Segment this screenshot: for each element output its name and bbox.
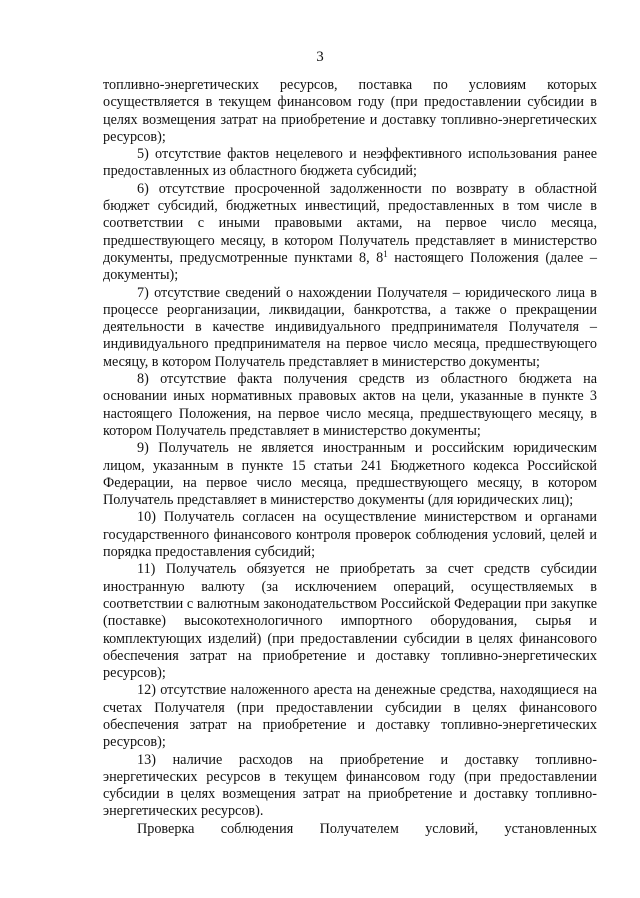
document-body [103, 77, 597, 838]
paragraph-verification: Проверка соблюдения Получателем условий, установленных [137, 820, 597, 837]
paragraph-item-9: 9) Получатель не является иностранным и российским юридическим лицом, указанным в пункте 15 статьи 241 Бюджетного кодекса Российской Федерации, на первое число месяца, предшествующего месяцу, в котором Получатель представляет в министерство документы (для юридических лиц); [103, 440, 597, 509]
paragraph-item-7: 7) отсутствие сведений о нахождении Получателя – юридического лица в процессе реорганизации, ликвидации, банкротства, а также о прекращении деятельности в качестве индивидуального предпринимателя Получателя – индивидуального предпринимателя на первое число месяца, предшествующего месяцу, в котором Получатель представляет в министерство документы; [103, 284, 597, 370]
paragraph-item-11: 11) Получатель обязуется не приобретать за счет средств субсидии иностранную валюту (за исключением операций, осуществляемых в соответствии с валютным законодательством Российской Федерации при закупке (поставке) высокотехнологичного импортного оборудования, сырья и комплектующих изделий) (при предоставлении субсидии в целях финансового обеспечения затрат на приобретение и доставку топливно-энергетических ресурсов); [103, 561, 597, 682]
paragraph-item-10: 10) Получатель согласен на осуществление министерством и органами государственного финансового контроля проверок соблюдения условий, целей и порядка предоставления субсидий; [103, 509, 597, 561]
page-number: 3 [316, 49, 324, 65]
paragraph-item-12: 12) отсутствие наложенного ареста на денежные средства, находящиеся на счетах Получателя (при предоставлении субсидии в целях финансового обеспечения затрат на приобретение и доставку топливно-энергетических ресурсов); [103, 682, 597, 751]
paragraph-item-8: 8) отсутствие факта получения средств из областного бюджета на основании иных нормативных правовых актов на цели, указанные в пункте 3 настоящего Положения, на первое число месяца, предшествующего месяцу, в котором Получатель представляет в министерство документы; [103, 371, 597, 439]
superscript-index: 1 [383, 248, 388, 259]
paragraph-item-6 [103, 181, 597, 285]
paragraph-item-5: 5) отсутствие фактов нецелевого и неэффективного использования ранее предоставленных из областного бюджета субсидий; [103, 146, 597, 180]
paragraph-item-6-tail: настоящего Положения (далее – документы); [103, 249, 597, 284]
paragraph-item-13: 13) наличие расходов на приобретение и доставку топливно-энергетических ресурсов в текущем финансовом году (при предоставлении субсидии в целях возмещения затрат на приобретение и доставку топливно-энергетических ресурсов). [103, 751, 597, 820]
paragraph-item-6-text: 6) отсутствие просроченной задолженности по возврату в областной бюджет субсидий, бюджетных инвестиций, предоставленных в том числе в соответствии с иными правовыми актами, на первое число месяца, предшествующего месяцу, в котором Получатель представляет в министерство документы, предусмотренные пунктами 8, 8 [103, 180, 597, 266]
paragraph-continuation: топливно-энергетических ресурсов, поставка по условиям которых осуществляется в текущем финансовом году (при предоставлении субсидии в целях возмещения затрат на приобретение и доставку топливно-энергетических ресурсов); [103, 77, 597, 145]
